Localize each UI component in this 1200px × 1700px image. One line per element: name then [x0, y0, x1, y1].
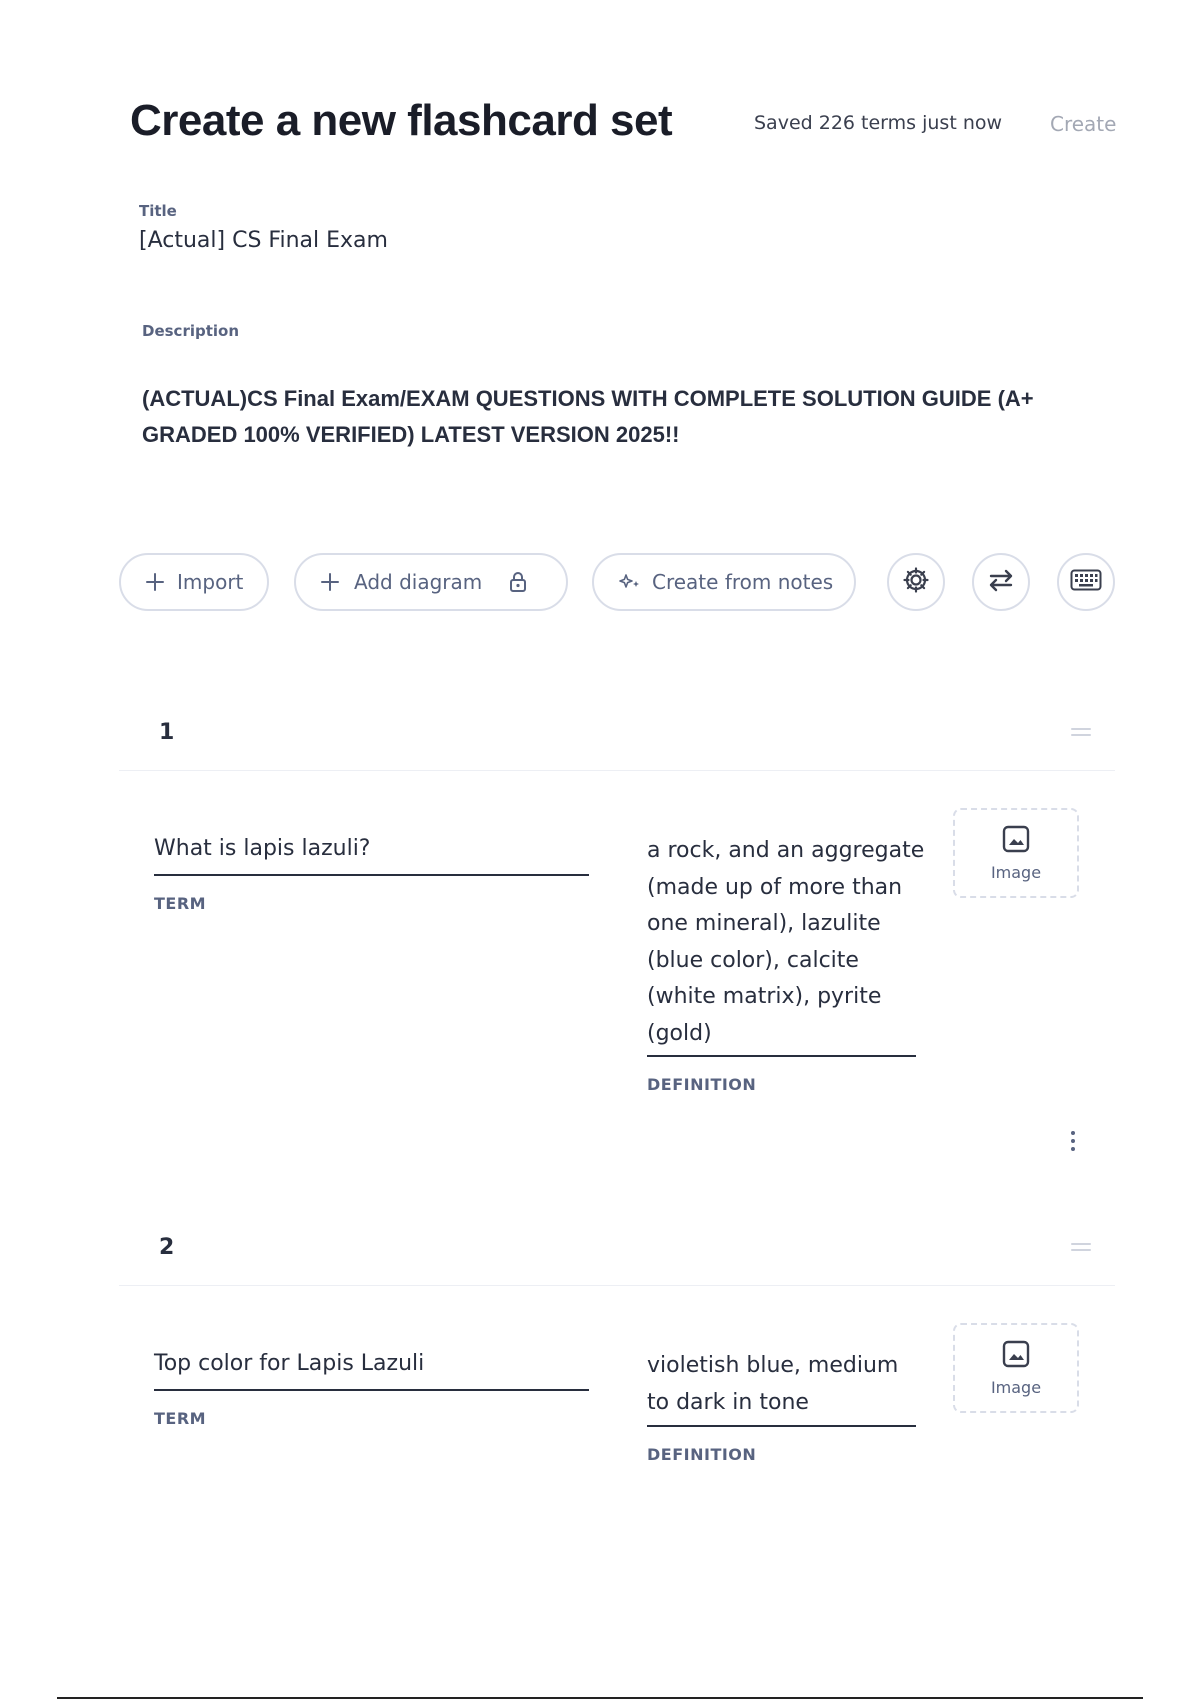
- description-input[interactable]: (ACTUAL)CS Final Exam/EXAM QUESTIONS WITH COMPLETE SOLUTION GUIDE (A+ GRADED 100% VERIFIED) LATEST VERSION 2025!!: [142, 386, 1034, 447]
- image-label: Image: [990, 1377, 1042, 1397]
- add-diagram-label: Add diagram: [354, 570, 483, 594]
- gear-icon: [901, 565, 931, 599]
- add-image-button[interactable]: [953, 808, 1079, 898]
- page-title: Create a new flashcard set: [130, 96, 673, 145]
- term-underline: [154, 874, 589, 876]
- image-icon: [1002, 825, 1030, 857]
- more-options-icon[interactable]: [1070, 1130, 1076, 1158]
- card-number: 2: [159, 1235, 175, 1260]
- create-from-notes-label: Create from notes: [652, 570, 834, 594]
- image-label: Image: [990, 862, 1042, 882]
- definition-label: DEFINITION: [647, 1075, 757, 1094]
- title-input[interactable]: [Actual] CS Final Exam: [139, 228, 388, 253]
- plus-icon: [320, 572, 340, 592]
- term-label: TERM: [154, 1409, 207, 1428]
- term-label: TERM: [154, 894, 207, 913]
- import-button[interactable]: [119, 553, 269, 611]
- sparkle-icon: [618, 572, 642, 592]
- definition-input[interactable]: violetish blue, medium to dark in tone: [647, 1353, 899, 1415]
- card-divider: [119, 1285, 1115, 1286]
- plus-icon: [145, 572, 165, 592]
- keyboard-shortcuts-button[interactable]: [1057, 553, 1115, 611]
- term-underline: [154, 1389, 589, 1391]
- drag-handle-icon[interactable]: [1071, 1243, 1091, 1253]
- keyboard-icon: [1070, 569, 1102, 595]
- save-status: Saved 226 terms just now: [754, 112, 1003, 134]
- description-label: Description: [142, 322, 240, 340]
- lock-icon: [508, 571, 528, 593]
- card-number: 1: [159, 720, 175, 745]
- import-label: Import: [177, 570, 244, 594]
- title-label: Title: [139, 202, 177, 220]
- add-image-button[interactable]: [953, 1323, 1079, 1413]
- card-divider: [119, 770, 1115, 771]
- swap-icon: [985, 566, 1017, 598]
- image-icon: [1002, 1340, 1030, 1372]
- swap-terms-button[interactable]: [972, 553, 1030, 611]
- definition-underline: [647, 1425, 916, 1427]
- definition-underline: [647, 1055, 916, 1057]
- create-from-notes-button[interactable]: [592, 553, 856, 611]
- term-input[interactable]: What is lapis lazuli?: [154, 836, 371, 861]
- term-input[interactable]: Top color for Lapis Lazuli: [154, 1351, 425, 1376]
- settings-button[interactable]: [887, 553, 945, 611]
- add-diagram-button[interactable]: [294, 553, 568, 611]
- create-button[interactable]: Create: [1050, 112, 1117, 136]
- drag-handle-icon[interactable]: [1071, 728, 1091, 738]
- definition-input[interactable]: a rock, and an aggregate (made up of more than one mineral), lazulite (blue color), calcite (white matrix), pyrite (gold): [647, 838, 925, 1046]
- definition-label: DEFINITION: [647, 1445, 757, 1464]
- page-bottom-rule: [57, 1697, 1143, 1699]
